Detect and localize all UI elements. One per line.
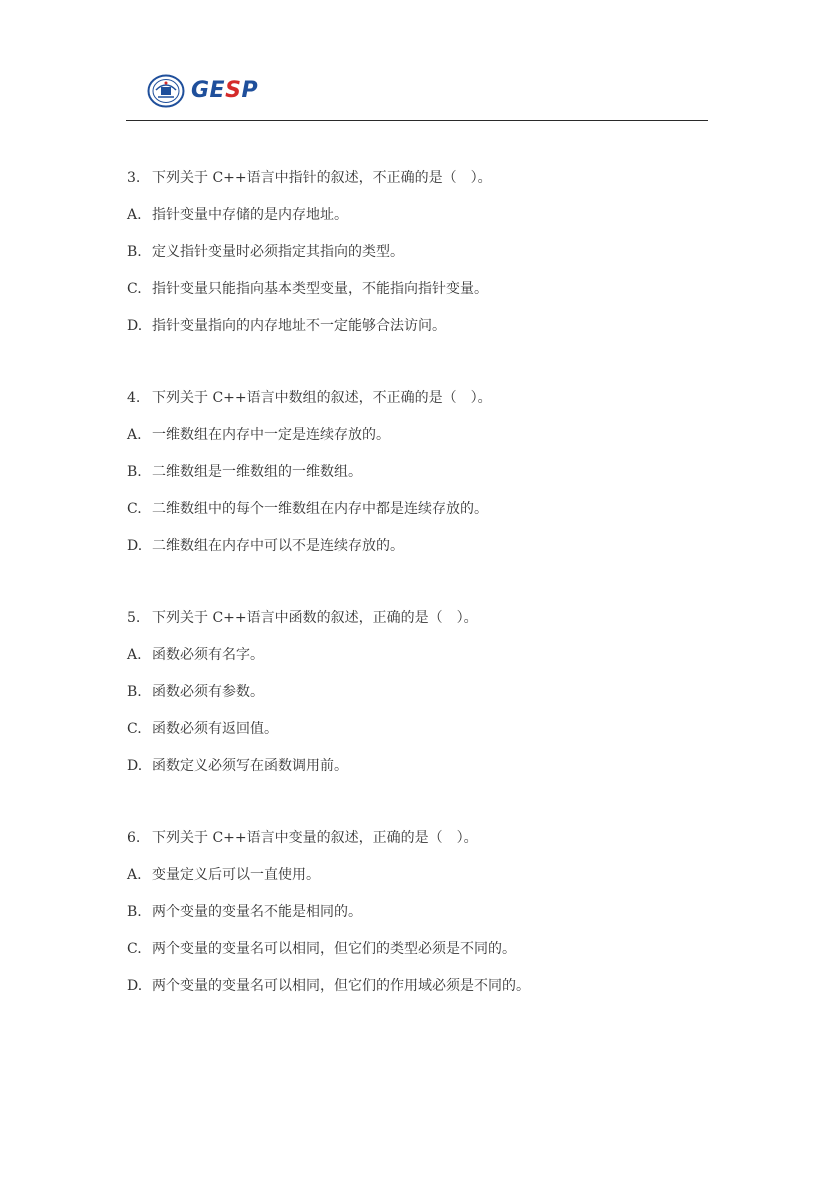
gesp-seal-logo-icon [147,74,185,108]
question-text: 下列关于 C++语言中函数的叙述，正确的是（ ）。 [152,610,478,626]
header-divider [126,120,708,121]
question-text: 下列关于 C++语言中数组的叙述，不正确的是（ ）。 [152,390,492,406]
option-b [127,674,727,711]
option-letter: A. [127,647,142,663]
option-c [127,711,727,748]
option-a [127,637,727,674]
option-b [127,454,727,491]
option-text: 一维数组在内存中一定是连续存放的。 [152,427,390,443]
option-c [127,271,727,308]
question-3 [127,160,727,345]
logo-tail: P [241,78,259,103]
page-header [147,74,258,108]
question-list [127,160,727,1040]
option-letter: A. [127,427,142,443]
option-text: 指针变量指向的内存地址不一定能够合法访问。 [152,318,446,334]
option-letter: C. [127,941,142,957]
option-text: 函数必须有参数。 [152,684,264,700]
question-number: 3. [127,170,141,186]
question-stem [127,380,727,417]
option-letter: C. [127,501,142,517]
question-stem [127,820,727,857]
question-number: 6. [127,830,141,846]
option-letter: B. [127,244,142,260]
question-4 [127,380,727,565]
option-letter: D. [127,318,143,334]
option-a [127,197,727,234]
question-6 [127,820,727,1005]
option-text: 指针变量只能指向基本类型变量，不能指向指针变量。 [152,281,488,297]
question-stem [127,600,727,637]
option-letter: B. [127,904,142,920]
option-text: 定义指针变量时必须指定其指向的类型。 [152,244,404,260]
option-text: 二维数组在内存中可以不是连续存放的。 [152,538,404,554]
option-c [127,931,727,968]
option-text: 指针变量中存储的是内存地址。 [152,207,348,223]
question-text: 下列关于 C++语言中指针的叙述，不正确的是（ ）。 [152,170,492,186]
option-text: 两个变量的变量名可以相同，但它们的类型必须是不同的。 [152,941,516,957]
option-text: 二维数组中的每个一维数组在内存中都是连续存放的。 [152,501,488,517]
option-d [127,748,727,785]
option-letter: B. [127,684,142,700]
option-letter: A. [127,207,142,223]
logo-accent: S [225,78,242,103]
option-a [127,417,727,454]
option-text: 变量定义后可以一直使用。 [152,867,320,883]
option-b [127,894,727,931]
logo-main: GE [191,78,226,103]
option-letter: C. [127,721,142,737]
option-letter: D. [127,978,143,994]
option-letter: D. [127,538,143,554]
option-d [127,308,727,345]
option-letter: A. [127,867,142,883]
option-text: 两个变量的变量名不能是相同的。 [152,904,362,920]
option-text: 两个变量的变量名可以相同，但它们的作用域必须是不同的。 [152,978,530,994]
option-text: 函数必须有名字。 [152,647,264,663]
option-c [127,491,727,528]
question-5 [127,600,727,785]
option-b [127,234,727,271]
option-letter: C. [127,281,142,297]
option-a [127,857,727,894]
question-number: 4. [127,390,141,406]
gesp-logo-text [191,74,258,108]
option-d [127,968,727,1005]
option-text: 函数定义必须写在函数调用前。 [152,758,348,774]
question-stem [127,160,727,197]
question-number: 5. [127,610,141,626]
option-letter: D. [127,758,143,774]
option-text: 函数必须有返回值。 [152,721,278,737]
question-text: 下列关于 C++语言中变量的叙述，正确的是（ ）。 [152,830,478,846]
option-d [127,528,727,565]
option-text: 二维数组是一维数组的一维数组。 [152,464,362,480]
option-letter: B. [127,464,142,480]
